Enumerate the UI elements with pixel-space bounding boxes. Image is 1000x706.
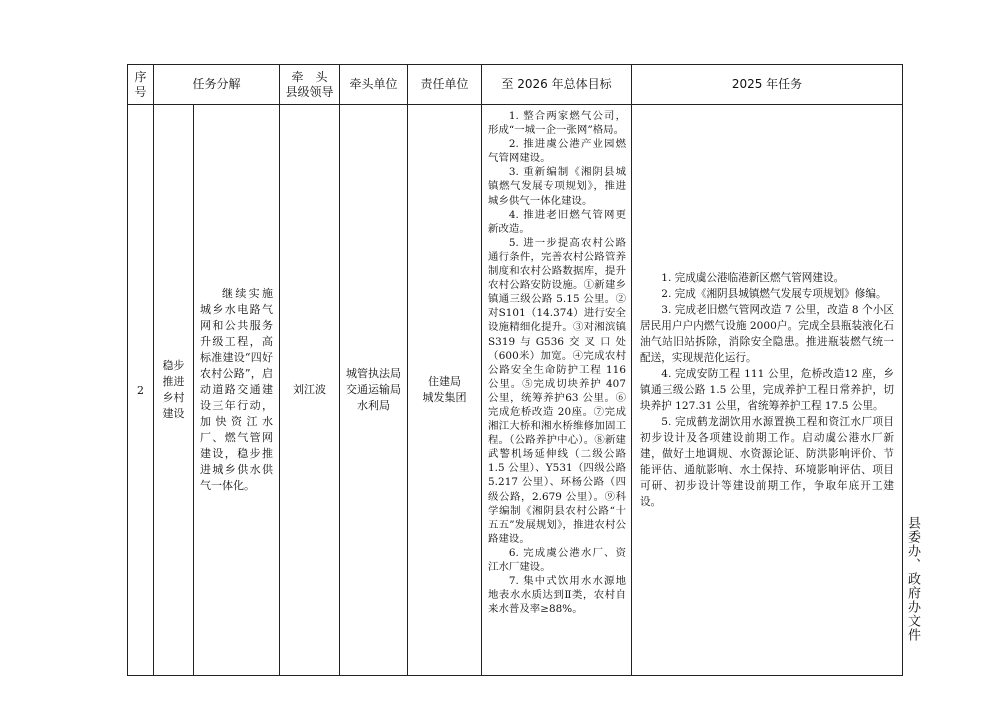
goal-item: 7. 集中式饮用水水源地地表水水质达到Ⅱ类，农村自来水普及率≥88%。 [488, 575, 627, 616]
row-tasks-2025 [632, 105, 903, 676]
task-table [127, 64, 903, 676]
goal-item: 4. 推进老旧燃气管网更新改造。 [488, 208, 627, 235]
goal-item: 2. 推进虞公港产业园燃气管网建设。 [488, 138, 627, 165]
goal-item: 5. 进一步提高农村公路通行条件，完善农村公路管养制度和农村公路数据库，提升农村公路安防设施。①新建乡镇通三级公路 5.15 公里。②对S101（14.374）进行安全设施精细化提升。③对湘滨镇S319与G536交叉口处（600米）加宽。④完成农村公路安全生命防护工程 116 公里。⑤完成切块养护 407 公里，统筹养护63 公里。⑥完成危桥改造 20座。⑦完成湘江大桥和湘水桥维修加固工程。（公路养护中心）。⑧新建武警机场延伸线（二级公路 1.5 公里）、Y531（四级公路 5.217 公里）、环杨公路（四级公路，2.679 公里）。⑨科学编制《湘阴县农村公路“十五五”发展规划》，推进农村公路建设。 [488, 236, 627, 545]
header-task-2025: 2025 年任务 [632, 65, 903, 105]
row-lead-unit: 城管执法局 交通运输局 水利局 [340, 105, 408, 676]
task-2025-item: 3. 完成老旧燃气管网改造 7 公里，改造 8 个小区居民用户户内燃气设施 2000户。完成全县瓶装液化石油气站旧站拆除，消除安全隐患。推进瓶装燃气统一配送，实现规范化运行。 [640, 304, 895, 364]
task-desc-text: 继续实施城乡水电路气网和公共服务升级工程，高标准建设“四好农村公路”，启动道路交通建设三年行动，加快资江水厂、燃气管网建设，稳步推进城乡供水供气一体化。 [200, 287, 274, 492]
task-2025-item: 2. 完成《湘阴县城镇燃气发展专项规划》修编。 [661, 288, 887, 300]
task-2025-item: 4. 完成安防工程 111 公里，危桥改造12 座，乡镇通三级公路 1.5 公里，完成养护工程日常养护，切块养护 127.31 公里，省统筹养护工程 17.5 公里。 [640, 368, 895, 412]
row-leader: 刘江波 [280, 105, 340, 676]
header-seq: 序号 [128, 65, 154, 105]
row-goals [482, 105, 632, 676]
task-2025-item: 1. 完成虞公港临港新区燃气管网建设。 [661, 272, 845, 284]
row-task-name: 稳步推进乡村建设 [154, 105, 194, 676]
header-resp-unit: 责任单位 [408, 65, 482, 105]
header-goal-2026: 至 2026 年总体目标 [482, 65, 632, 105]
header-lead-leader: 牵 头 县级领导 [280, 65, 340, 105]
goal-item: 1. 整合两家燃气公司，形成“一城一企一张网”格局。 [488, 110, 627, 137]
goal-item: 6. 完成虞公港水厂、资江水厂建设。 [488, 546, 627, 573]
header-task: 任务分解 [154, 65, 280, 105]
row-seq: 2 [128, 105, 154, 676]
side-label: 县委办、政府办文件 [905, 516, 920, 642]
table-row [128, 105, 903, 676]
task-2025-item: 5. 完成鹤龙湖饮用水源置换工程和资江水厂项目初步设计及各项建设前期工作。启动虞公港水厂新建，做好土地调规、水资源论证、防洪影响评价、节能评估、通航影响、水土保持、环境影响评估、项目可研、初步设计等建设前期工作，争取年底开工建设。 [640, 416, 895, 508]
row-resp-unit: 住建局 城发集团 [408, 105, 482, 676]
header-lead-unit: 牵头单位 [340, 65, 408, 105]
row-task-desc [194, 105, 280, 676]
goal-item: 3. 重新编制《湘阴县城镇燃气发展专项规划》，推进城乡供气一体化建设。 [488, 166, 627, 207]
header-row [128, 65, 903, 105]
